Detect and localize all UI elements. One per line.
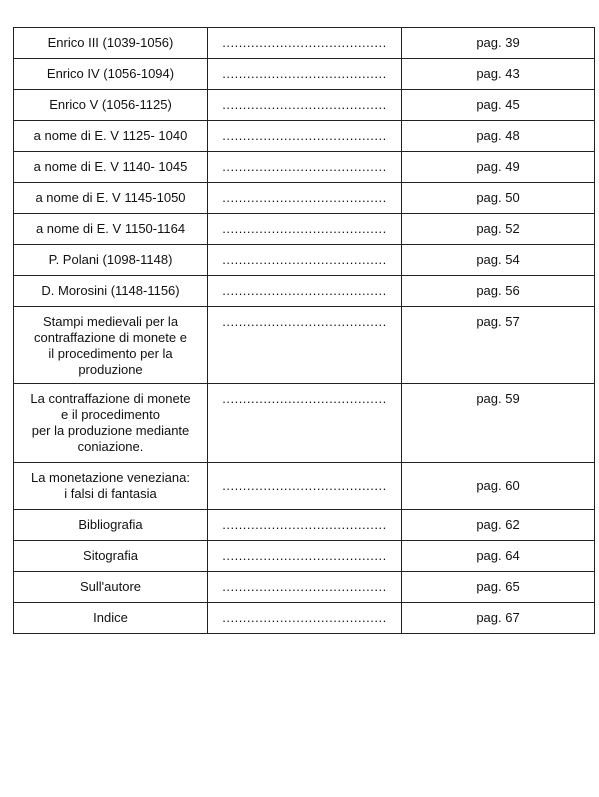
page-number: pag. 65 <box>402 572 595 603</box>
dot-leader: ........................................ <box>208 307 402 384</box>
table-row <box>14 28 595 59</box>
entry-title: D. Morosini (1148-1156) <box>14 276 208 307</box>
table-row <box>14 90 595 121</box>
table-row <box>14 152 595 183</box>
page-number: pag. 48 <box>402 121 595 152</box>
entry-title: Sitografia <box>14 541 208 572</box>
table-row <box>14 245 595 276</box>
dot-leader: ........................................ <box>208 510 402 541</box>
entry-title: a nome di E. V 1125- 1040 <box>14 121 208 152</box>
entry-title: La monetazione veneziana: i falsi di fantasia <box>14 463 208 510</box>
table-row <box>14 307 595 384</box>
table-row <box>14 59 595 90</box>
dot-leader: ........................................ <box>208 121 402 152</box>
entry-title: a nome di E. V 1150-1164 <box>14 214 208 245</box>
entry-title: a nome di E. V 1145-1050 <box>14 183 208 214</box>
page-number: pag. 50 <box>402 183 595 214</box>
entry-title: Indice <box>14 603 208 634</box>
dot-leader: ........................................ <box>208 603 402 634</box>
table-row <box>14 572 595 603</box>
table-row <box>14 214 595 245</box>
page-number: pag. 62 <box>402 510 595 541</box>
dot-leader: ........................................ <box>208 28 402 59</box>
page-number: pag. 45 <box>402 90 595 121</box>
dot-leader: ........................................ <box>208 59 402 90</box>
dot-leader: ........................................ <box>208 90 402 121</box>
table-row <box>14 384 595 463</box>
dot-leader: ........................................ <box>208 245 402 276</box>
table-row <box>14 541 595 572</box>
entry-title: a nome di E. V 1140- 1045 <box>14 152 208 183</box>
page-number: pag. 49 <box>402 152 595 183</box>
page-number: pag. 57 <box>402 307 595 384</box>
dot-leader: ........................................ <box>208 152 402 183</box>
page-number: pag. 52 <box>402 214 595 245</box>
page-number: pag. 64 <box>402 541 595 572</box>
entry-title: Enrico V (1056-1125) <box>14 90 208 121</box>
dot-leader: ........................................ <box>208 572 402 603</box>
page-number: pag. 67 <box>402 603 595 634</box>
entry-title: P. Polani (1098-1148) <box>14 245 208 276</box>
table-row <box>14 276 595 307</box>
page-number: pag. 60 <box>402 463 595 510</box>
page-number: pag. 56 <box>402 276 595 307</box>
dot-leader: ........................................ <box>208 384 402 463</box>
page-number: pag. 54 <box>402 245 595 276</box>
dot-leader: ........................................ <box>208 276 402 307</box>
entry-title: Bibliografia <box>14 510 208 541</box>
table-of-contents <box>13 27 595 634</box>
table-row <box>14 603 595 634</box>
entry-title: La contraffazione di monete e il procedimento per la produzione mediante coniazione. <box>14 384 208 463</box>
dot-leader: ........................................ <box>208 463 402 510</box>
table-row <box>14 510 595 541</box>
table-row <box>14 463 595 510</box>
table-row <box>14 183 595 214</box>
entry-title: Enrico IV (1056-1094) <box>14 59 208 90</box>
dot-leader: ........................................ <box>208 183 402 214</box>
page-number: pag. 59 <box>402 384 595 463</box>
table-row <box>14 121 595 152</box>
entry-title: Sull'autore <box>14 572 208 603</box>
page-number: pag. 43 <box>402 59 595 90</box>
entry-title: Enrico III (1039-1056) <box>14 28 208 59</box>
dot-leader: ........................................ <box>208 541 402 572</box>
page-number: pag. 39 <box>402 28 595 59</box>
dot-leader: ........................................ <box>208 214 402 245</box>
entry-title: Stampi medievali per la contraffazione di monete e il procedimento per la produzione <box>14 307 208 384</box>
